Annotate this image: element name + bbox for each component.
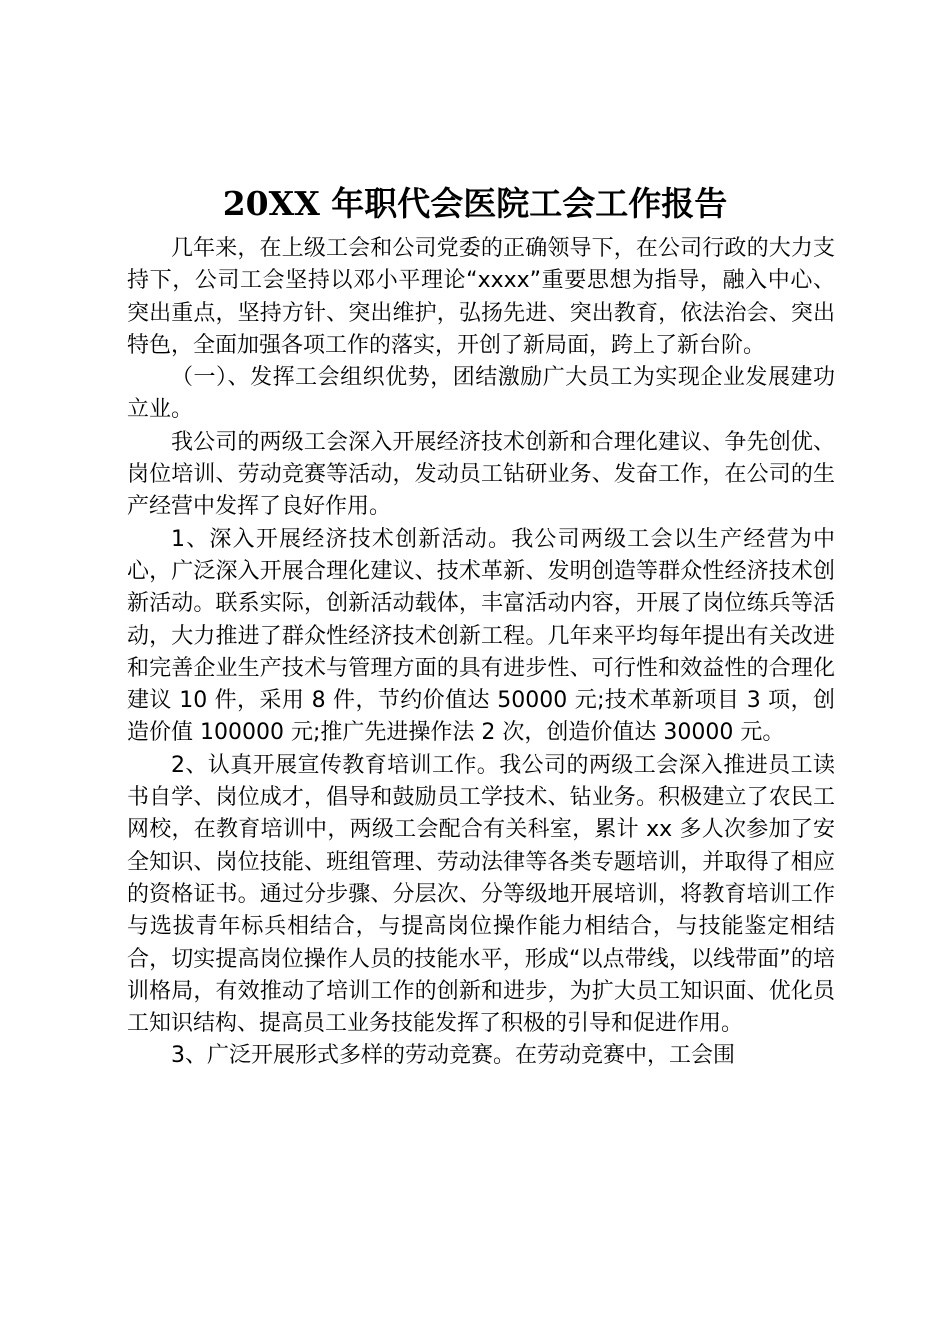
paragraph-intro: 几年来，在上级工会和公司党委的正确领导下，在公司行政的大力支持下，公司工会坚持以邓小平理论“xxxx”重要思想为指导，融入中心、突出重点，坚持方针、突出维护，弘扬先进、突出教育，依法治会、突出特色，全面加强各项工作的落实，开创了新局面，跨上了新台阶。 bbox=[127, 236, 835, 358]
paragraph-item-3: 3、广泛开展形式多样的劳动竞赛。在劳动竞赛中，工会围 bbox=[171, 1043, 735, 1069]
paragraph-item-1: 1、深入开展经济技术创新活动。我公司两级工会以生产经营为中心，广泛深入开展合理化建议、技术革新、发明创造等群众性经济技术创新活动。联系实际，创新活动载体，丰富活动内容，开展了岗位练兵等活动，大力推进了群众性经济技术创新工程。几年来平均每年提出有关改进和完善企业生产技术与管理方面的具有进步性、可行性和效益性的合理化建议 10 件，采用 8 件，节约价值达 50000 元;技术革新项目 3 项，创造价值 100000 元;推广先进操作法 2 次，创造价值达 30000 元。 bbox=[127, 526, 835, 746]
document-title: 20XX 年职代会医院工会工作报告 bbox=[222, 184, 728, 223]
paragraph-section-heading: （一）、发挥工会组织优势，团结激励广大员工为实现企业发展建功立业。 bbox=[127, 365, 835, 423]
paragraph-overview: 我公司的两级工会深入开展经济技术创新和合理化建议、争先创优、岗位培训、劳动竞赛等活动，发动员工钻研业务、发奋工作，在公司的生产经营中发挥了良好作用。 bbox=[127, 429, 835, 520]
document-body bbox=[127, 233, 835, 1073]
paragraph-item-2: 2、认真开展宣传教育培训工作。我公司的两级工会深入推进员工读书自学、岗位成才，倡导和鼓励员工学技术、钻业务。积极建立了农民工网校，在教育培训中，两级工会配合有关科室，累计 xx 多人次参加了安全知识、岗位技能、班组管理、劳动法律等各类专题培训，并取得了相应的资格证书。通过分步骤、分层次、分等级地开展培训，将教育培训工作与选拔青年标兵相结合，与提高岗位操作能力相结合，与技能鉴定相结合，切实提高岗位操作人员的技能水平，形成“以点带线，以线带面”的培训格局，有效推动了培训工作的创新和进步，为扩大员工知识面、优化员工知识结构、提高员工业务技能发挥了积极的引导和促进作用。 bbox=[127, 752, 835, 1037]
